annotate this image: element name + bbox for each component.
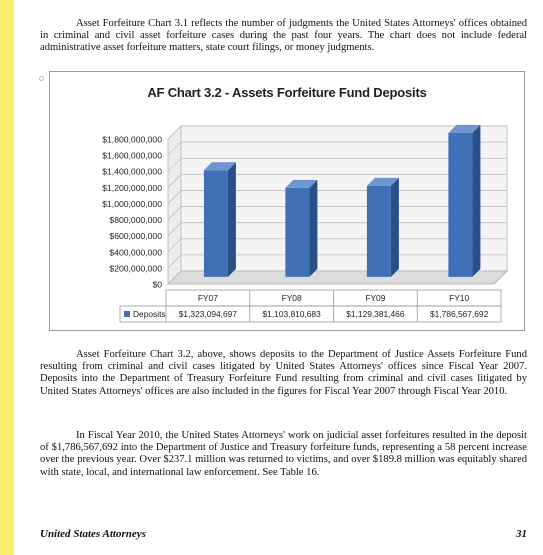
bar-fy10 [448, 133, 472, 277]
bar-side [391, 178, 399, 277]
data-value-label: $1,129,381,466 [346, 309, 405, 319]
chart-svg [50, 72, 524, 330]
y-tick-label: $0 [152, 279, 162, 290]
y-tick-label: $200,000,000 [109, 263, 162, 274]
data-value-label: $1,103,810,683 [262, 309, 321, 319]
chart-side-wall [168, 126, 181, 284]
x-category-label: FY09 [365, 293, 386, 303]
chart-title: AF Chart 3.2 - Assets Forfeiture Fund Deposits [147, 85, 427, 100]
chart-container [49, 71, 525, 331]
margin-highlight-band [0, 0, 14, 555]
y-tick-label: $1,800,000,000 [102, 134, 162, 145]
paragraph-chart-3-1: Asset Forfeiture Chart 3.1 reflects the number of judgments the United States Attorneys' offices obtained in criminal and civil asset forfeiture cases during the past four years. The chart does not include federal administrative asset forfeiture matters, state court filings, or money judgments. [40, 18, 527, 54]
x-category-label: FY10 [449, 293, 470, 303]
y-tick-label: $1,000,000,000 [102, 198, 162, 209]
bar-side [472, 125, 480, 277]
small-circle-marker [39, 76, 44, 81]
paragraph-fy2010: In Fiscal Year 2010, the United States Attorneys' work on judicial asset forfeitures resulted in the deposit of $1,786,567,692 into the Department of Justice and Treasury forfeiture funds, representing a 58 percent increase over the previous year. Over $237.1 million was returned to victims, and over $189.8 million was equitably shared with state, local, and international law enforcement. See Table 16. [40, 430, 527, 478]
document-page [14, 0, 543, 555]
bar-fy09 [367, 186, 391, 277]
page-number: 31 [516, 528, 527, 540]
legend-swatch [124, 311, 130, 317]
x-category-label: FY08 [281, 293, 302, 303]
x-category-label: FY07 [197, 293, 218, 303]
y-tick-label: $1,200,000,000 [102, 182, 162, 193]
bar-fy08 [285, 188, 309, 277]
y-tick-label: $1,600,000,000 [102, 150, 162, 161]
legend-label: Deposits [133, 309, 166, 319]
footer-title: United States Attorneys [40, 528, 146, 540]
data-value-label: $1,786,567,692 [430, 309, 489, 319]
bar-side [309, 180, 317, 277]
bar-side [228, 162, 236, 277]
y-tick-label: $1,400,000,000 [102, 166, 162, 177]
bar-fy07 [204, 170, 228, 277]
y-tick-label: $600,000,000 [109, 231, 162, 242]
paragraph-chart-3-2: Asset Forfeiture Chart 3.2, above, shows deposits to the Department of Justice Assets Forfeiture Fund resulting from criminal and civil cases litigated by United States Attorneys' offices since Fiscal Year 2007. Deposits into the Department of Treasury Forfeiture Fund resulting from criminal and civil cases litigated by United States Attorneys' offices are also included in the figures for Fiscal Year 2007 through Fiscal Year 2010. [40, 349, 527, 397]
data-value-label: $1,323,094,697 [178, 309, 237, 319]
y-tick-label: $800,000,000 [109, 215, 162, 226]
y-tick-label: $400,000,000 [109, 247, 162, 258]
